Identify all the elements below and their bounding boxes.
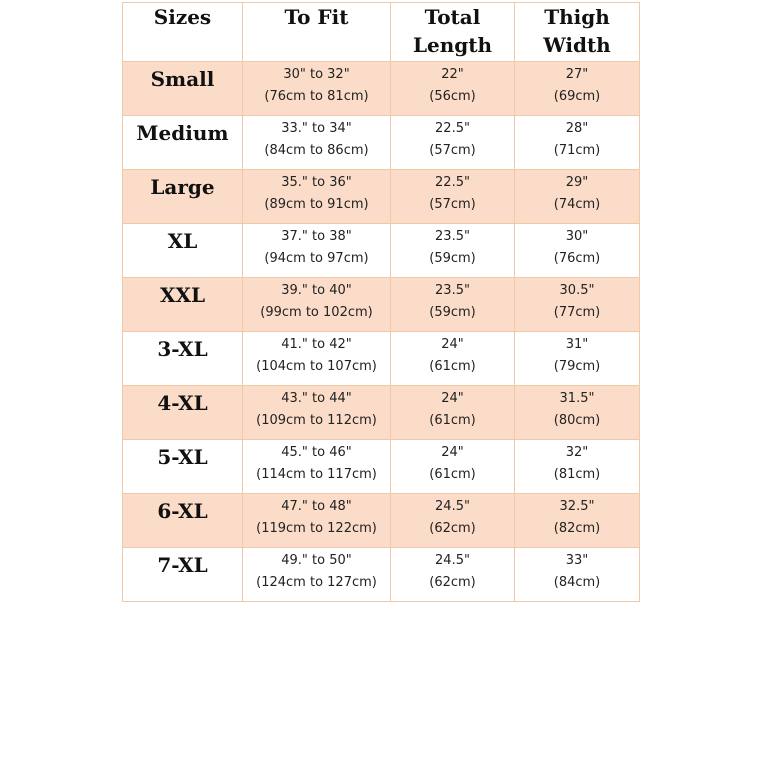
to-fit-cell bbox=[243, 440, 391, 494]
table-row bbox=[123, 494, 640, 548]
thigh-width-inches: 31.5" bbox=[559, 391, 595, 406]
size-cell bbox=[123, 548, 243, 602]
to-fit-inches: 37." to 38" bbox=[281, 229, 352, 244]
to-fit-cell bbox=[243, 224, 391, 278]
total-length-cell bbox=[391, 62, 515, 116]
size-label: 4-XL bbox=[157, 391, 208, 415]
thigh-width-cm: (81cm) bbox=[553, 467, 601, 482]
to-fit-inches: 47." to 48" bbox=[281, 499, 352, 514]
total-length-cm: (57cm) bbox=[429, 197, 476, 212]
table-body bbox=[123, 62, 640, 602]
table-row bbox=[123, 278, 640, 332]
size-cell bbox=[123, 494, 243, 548]
to-fit-cell bbox=[243, 548, 391, 602]
thigh-width-cm: (76cm) bbox=[553, 251, 601, 266]
to-fit-cm: (119cm to 122cm) bbox=[256, 521, 377, 536]
size-cell bbox=[123, 224, 243, 278]
thigh-width-cell bbox=[515, 116, 640, 170]
to-fit-cm: (76cm to 81cm) bbox=[264, 89, 369, 104]
total-length-cm: (62cm) bbox=[429, 575, 476, 590]
to-fit-cm: (109cm to 112cm) bbox=[256, 413, 377, 428]
thigh-width-cm: (84cm) bbox=[553, 575, 601, 590]
total-length-cm: (57cm) bbox=[429, 143, 476, 158]
total-length-cell bbox=[391, 278, 515, 332]
thigh-width-cell bbox=[515, 494, 640, 548]
to-fit-cm: (114cm to 117cm) bbox=[256, 467, 377, 482]
header-thigh-width-line1: Thigh bbox=[544, 5, 610, 29]
to-fit-inches: 43." to 44" bbox=[281, 391, 352, 406]
table-row bbox=[123, 548, 640, 602]
to-fit-cm: (124cm to 127cm) bbox=[256, 575, 377, 590]
header-total-length-line2: Length bbox=[412, 33, 493, 57]
thigh-width-inches: 30.5" bbox=[559, 283, 595, 298]
total-length-cell bbox=[391, 548, 515, 602]
to-fit-inches: 45." to 46" bbox=[281, 445, 352, 460]
thigh-width-inches: 33" bbox=[565, 553, 589, 568]
to-fit-inches: 41." to 42" bbox=[281, 337, 352, 352]
thigh-width-cm: (79cm) bbox=[553, 359, 601, 374]
to-fit-cm: (89cm to 91cm) bbox=[264, 197, 369, 212]
to-fit-inches: 39." to 40" bbox=[281, 283, 352, 298]
thigh-width-inches: 28" bbox=[565, 121, 589, 136]
thigh-width-cm: (80cm) bbox=[553, 413, 601, 428]
size-label: Large bbox=[150, 175, 215, 199]
size-cell bbox=[123, 386, 243, 440]
header-to-fit-label: To Fit bbox=[284, 5, 349, 29]
to-fit-cell bbox=[243, 170, 391, 224]
total-length-inches: 24" bbox=[441, 445, 464, 460]
to-fit-inches: 33." to 34" bbox=[281, 121, 352, 136]
size-label: XL bbox=[167, 229, 198, 253]
header-total-length-line1: Total bbox=[424, 5, 481, 29]
total-length-cell bbox=[391, 440, 515, 494]
thigh-width-cm: (82cm) bbox=[553, 521, 601, 536]
table-row bbox=[123, 116, 640, 170]
thigh-width-cell bbox=[515, 62, 640, 116]
header-total-length bbox=[391, 3, 515, 62]
total-length-cm: (62cm) bbox=[429, 521, 476, 536]
thigh-width-inches: 30" bbox=[565, 229, 589, 244]
thigh-width-inches: 27" bbox=[565, 67, 589, 82]
to-fit-cm: (94cm to 97cm) bbox=[264, 251, 369, 266]
table-row bbox=[123, 224, 640, 278]
total-length-cell bbox=[391, 170, 515, 224]
total-length-cell bbox=[391, 224, 515, 278]
to-fit-cell bbox=[243, 116, 391, 170]
header-to-fit bbox=[243, 3, 391, 62]
header-thigh-width bbox=[515, 3, 640, 62]
total-length-cell bbox=[391, 116, 515, 170]
total-length-cm: (56cm) bbox=[429, 89, 476, 104]
table-row bbox=[123, 62, 640, 116]
to-fit-cell bbox=[243, 332, 391, 386]
thigh-width-inches: 32" bbox=[565, 445, 589, 460]
thigh-width-cell bbox=[515, 440, 640, 494]
thigh-width-cm: (74cm) bbox=[553, 197, 601, 212]
total-length-inches: 24.5" bbox=[435, 499, 470, 514]
to-fit-cm: (104cm to 107cm) bbox=[256, 359, 377, 374]
total-length-cm: (59cm) bbox=[429, 305, 476, 320]
size-label: 3-XL bbox=[157, 337, 208, 361]
size-cell bbox=[123, 116, 243, 170]
to-fit-cm: (99cm to 102cm) bbox=[260, 305, 373, 320]
total-length-inches: 24.5" bbox=[435, 553, 470, 568]
size-label: 7-XL bbox=[157, 553, 208, 577]
table-row bbox=[123, 332, 640, 386]
size-cell bbox=[123, 332, 243, 386]
thigh-width-inches: 31" bbox=[565, 337, 589, 352]
thigh-width-cm: (71cm) bbox=[553, 143, 601, 158]
table-row bbox=[123, 386, 640, 440]
header-sizes-label: Sizes bbox=[153, 5, 212, 29]
size-cell bbox=[123, 440, 243, 494]
thigh-width-inches: 32.5" bbox=[559, 499, 595, 514]
header-thigh-width-line2: Width bbox=[543, 33, 611, 57]
size-label: Medium bbox=[136, 121, 229, 145]
size-label: XXL bbox=[159, 283, 206, 307]
total-length-cm: (61cm) bbox=[429, 467, 476, 482]
total-length-inches: 23.5" bbox=[435, 229, 470, 244]
size-cell bbox=[123, 62, 243, 116]
thigh-width-cm: (69cm) bbox=[553, 89, 601, 104]
thigh-width-inches: 29" bbox=[565, 175, 589, 190]
size-chart bbox=[122, 2, 639, 602]
to-fit-cell bbox=[243, 386, 391, 440]
thigh-width-cell bbox=[515, 332, 640, 386]
total-length-inches: 23.5" bbox=[435, 283, 470, 298]
header-row bbox=[123, 3, 640, 62]
to-fit-cell bbox=[243, 62, 391, 116]
to-fit-inches: 35." to 36" bbox=[281, 175, 352, 190]
to-fit-cell bbox=[243, 278, 391, 332]
total-length-inches: 22.5" bbox=[435, 175, 470, 190]
total-length-cell bbox=[391, 332, 515, 386]
total-length-cm: (59cm) bbox=[429, 251, 476, 266]
header-sizes bbox=[123, 3, 243, 62]
total-length-cm: (61cm) bbox=[429, 413, 476, 428]
size-label: Small bbox=[150, 67, 215, 91]
total-length-inches: 22" bbox=[441, 67, 464, 82]
total-length-cm: (61cm) bbox=[429, 359, 476, 374]
size-label: 6-XL bbox=[157, 499, 208, 523]
total-length-inches: 24" bbox=[441, 337, 464, 352]
size-cell bbox=[123, 278, 243, 332]
table-row bbox=[123, 170, 640, 224]
total-length-inches: 22.5" bbox=[435, 121, 470, 136]
thigh-width-cell bbox=[515, 386, 640, 440]
size-cell bbox=[123, 170, 243, 224]
total-length-cell bbox=[391, 386, 515, 440]
total-length-inches: 24" bbox=[441, 391, 464, 406]
thigh-width-cm: (77cm) bbox=[553, 305, 601, 320]
thigh-width-cell bbox=[515, 278, 640, 332]
to-fit-cm: (84cm to 86cm) bbox=[264, 143, 369, 158]
to-fit-inches: 30" to 32" bbox=[283, 67, 350, 82]
size-label: 5-XL bbox=[157, 445, 208, 469]
thigh-width-cell bbox=[515, 170, 640, 224]
total-length-cell bbox=[391, 494, 515, 548]
to-fit-inches: 49." to 50" bbox=[281, 553, 352, 568]
thigh-width-cell bbox=[515, 224, 640, 278]
table-row bbox=[123, 440, 640, 494]
to-fit-cell bbox=[243, 494, 391, 548]
size-table bbox=[122, 2, 640, 602]
thigh-width-cell bbox=[515, 548, 640, 602]
